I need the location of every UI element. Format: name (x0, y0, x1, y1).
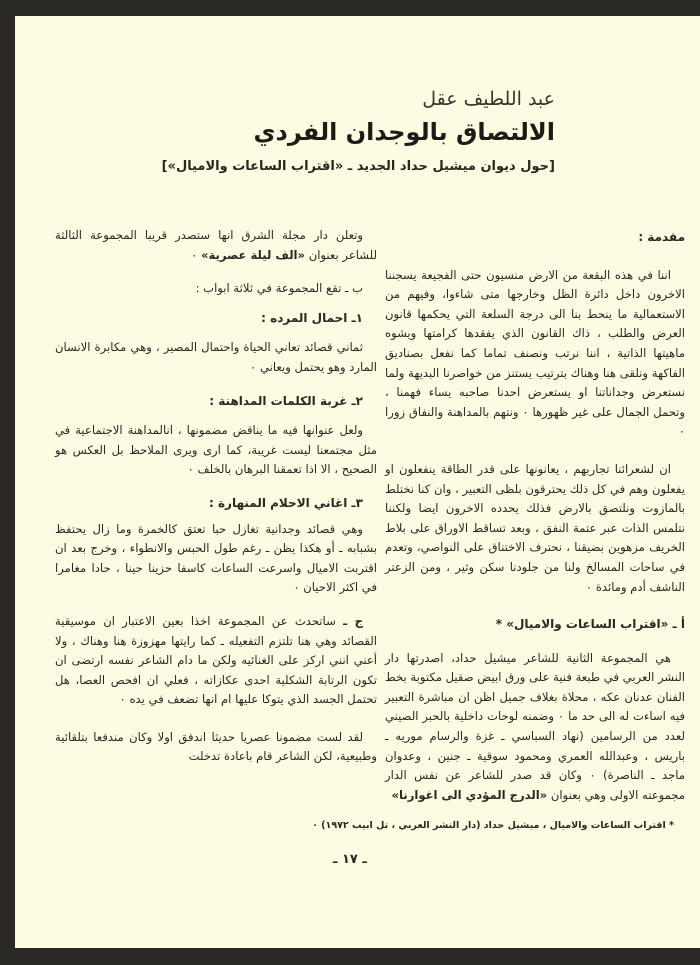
paragraph: وهي قصائد وجدانية تغازل حبا تعتق كالخمرة وما زال يحتفظ بشبابه ـ أو هكذا يظن ـ رغم طول الحبس والانطواء ، وخرج بعد ان اقتربت الاميال واسرعت الساعات كاسفا حزينا حينا ، حادا مغامرا في اكثر الاحيان ٠ (55, 521, 377, 595)
paragraph (385, 649, 685, 806)
left-column (55, 226, 377, 767)
paragraph-text: هي المجموعة الثانية للشاعر ميشيل حداد، اصدرتها دار النشر العربي في طبعة فنية على ورق ابيض صقيل مكتوبة بخط الفنان عدنان عكه ، محلاة بغلاف جميل اظن ان مباشرة التعبير فيه اساءت له الى حد ما ٠ وضمنه لوحات داخلية بالحبر الصيني لعدد من الرسامين (نهاد السباسي ـ غزة والرسام موريه ـ باريس ، وعبدالله العمري ومحمود سوقية ـ جنين ، وعدوان ماجد ـ الناصرة) ٠ وكان قد صدر للشاعر عن نفس الدار مجموعته الاولى وهي بعنوان (385, 650, 685, 802)
footnote: * اقتراب الساعات والاميال ، ميشيل حداد (دار النشر العربي ، تل ابيب ١٩٧٢) ٠ (312, 820, 674, 831)
paragraph: لقد لست مضمونا عصريا حديثا اندفق اولا وكان مندفعا بتلقائية وطبيعية، لكن الشاعر قام باعادة تدخلت (55, 729, 377, 764)
article-subtitle: [حول ديوان ميشيل حداد الجديد ـ «اقتراب الساعات والاميال»] (161, 159, 555, 174)
paragraph-text: ساتحدث عن المجموعة اخذا بعين الاعتبار ان موسيقية القصائد وهي هنا تلتزم التفعيله ـ كما رايتها مهزوزة هنا وهناك ، ولا أعني انني اركز على الغنائيه ولكن ما دام الشاعر نفسه ارتضى ان تكون الرتابة الشكلية احدى عكازاته ، فعلي ان افحص العصا، هل تحتمل الجسد الذي يتوكا عليها ام انها تضعف في يده ٠ (55, 613, 377, 707)
book-title: «الدرج المؤدي الى اغوارنا» (391, 787, 548, 802)
section-b-heading: ب ـ تقع المجموعة في ثلاثة ابواب : (195, 281, 363, 296)
document-page (15, 16, 700, 948)
chapter-heading-2: ٢ـ غربة الكلمات المداهنة : (209, 393, 363, 408)
right-column (385, 228, 685, 805)
section-c-label: ج ـ (343, 613, 363, 628)
paragraph: ثماني قصائد تعاني الحياة واحتمال المصير ، وهي مكابرة الانسان المارد وهو يحتمل ويعاني ٠ (55, 340, 377, 374)
page-number: ـ ١٧ ـ (333, 852, 367, 867)
section-a-heading: أ ـ «اقتراب الساعات والاميال» * (495, 617, 685, 632)
paragraph-text: وتعلن دار مجلة الشرق انها ستصدر قريبا المجموعة الثالثة للشاعر بعنوان (55, 228, 377, 262)
chapter-heading-1: ١ـ احمال المرده : (261, 310, 363, 325)
paragraph: اننا في هذه البقعة من الارض منسيون حتى الفجيعة يسجننا الاخرون داخل دائرة الظل وخارجها متى شاءوا، وفيهم من الاستعمالية ما ينحط بنا الى درجة السلعة التي يحكمها قانون العرض والطلب ، ذاك القانون الذي يفقدها كرامتها ويشوه ماهيتها الذاتية ، اننا نرتب ونصنف تماما كما نفعل بصناديق الفاكهة ونلقى هنا وهناك بترتيب يستنز من خواصرنا البديهة ولما نستعرض وجداناتنا او يستعرض احدنا صاحبه يساء فهمنا ، وتحمل الجمال على غير ظهورها ٠ ونتهم بالمداهنة والنفاق زورا ٠ (385, 267, 685, 439)
paragraph: ان لشعرائنا تجاربهم ، يعانونها على قدر الطاقة ينفعلون او يفعلون وهم في كل ذلك يحترقون بلظى التعبير ، وان كنا نختلط بالمازوت ونلتصق بالارض فذلك يحدده الاخرون ايضا ولكننا نتلمس الذات عبر عتمة النفق ، وبعد تساقط الاوراق على بلاط الخريف مزهوين بضيقنا ، نحترف الاختناق على النواصي، وتعدم في ساحات المسالخ ولنا من جلودنا سكن وثير ، ومن الزعتر الناشف أدم ومائدة ٠ (385, 461, 685, 594)
paragraph-text: ٠ (191, 247, 202, 262)
intro-heading: مقدمة : (638, 230, 685, 244)
book-title: «الف ليلة عصرية» (201, 247, 306, 262)
chapter-heading-3: ٣ـ اغاني الاحلام المنهارة : (209, 495, 363, 510)
author-name: عبد اللطيف عقل (422, 88, 555, 110)
paragraph (55, 226, 377, 265)
paragraph (55, 612, 377, 710)
article-title: الالتصاق بالوجدان الفردي (253, 118, 555, 146)
paragraph: ولعل عنوانها فيه ما يناقض مضمونها ، انالمداهنة الاجتماعية في مثل مجتمعنا ليست غريبة، كما ارى ويرى الملاحظ بل العكس هو الصحيح ، الا اذا تعمقنا البرهان بالخلف ٠ (55, 423, 377, 477)
